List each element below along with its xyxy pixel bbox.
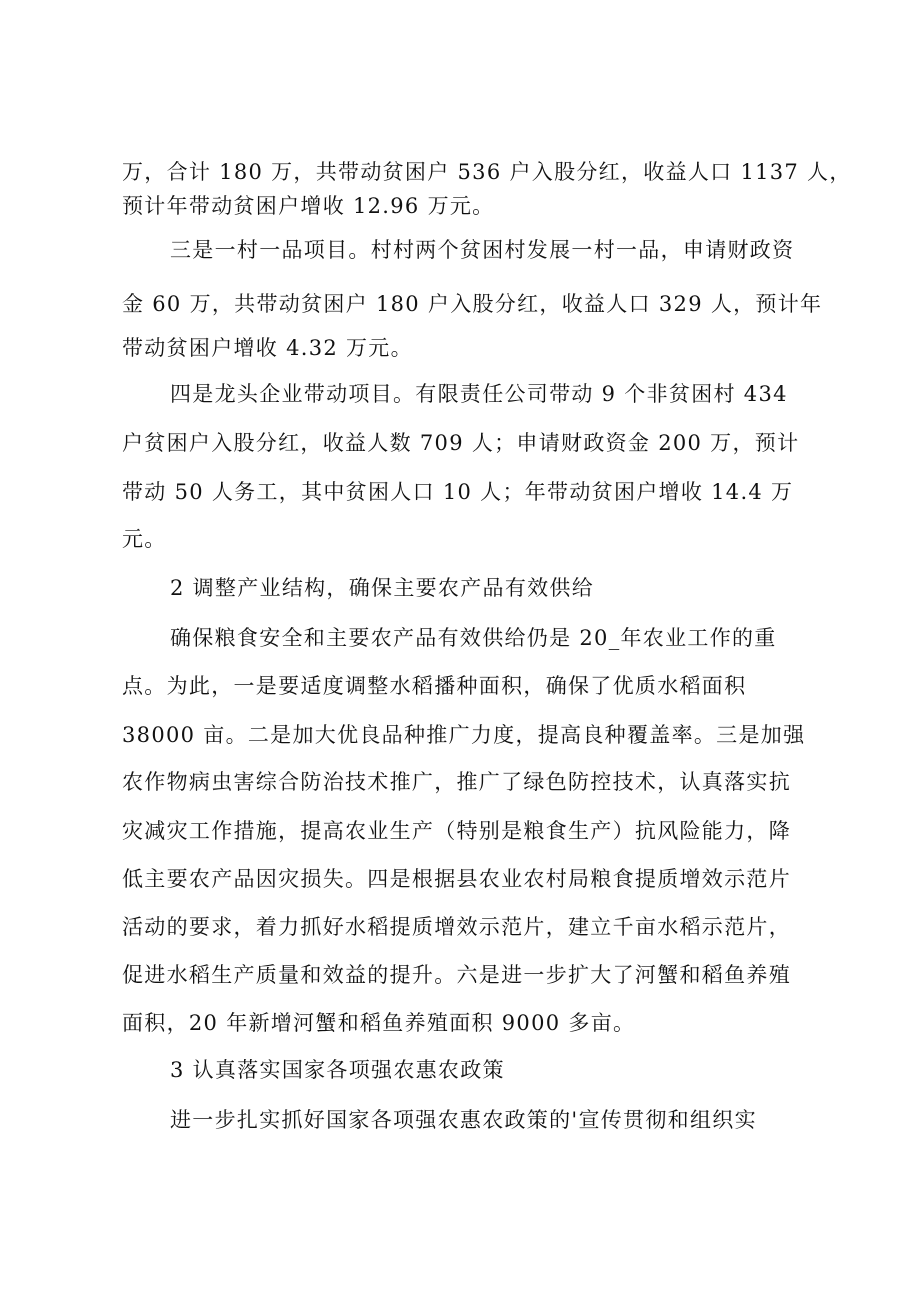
text-line: 金 60 万，共带动贫困户 180 户入股分红，收益人口 329 人，预计年: [122, 292, 823, 316]
text-line: 户贫困户入股分红，收益人数 709 人；申请财政资金 200 万，预计: [122, 431, 800, 455]
text-line: 灾减灾工作措施，提高农业生产（特别是粮食生产）抗风险能力，降: [122, 819, 791, 843]
text-line: 元。: [122, 527, 167, 551]
text-line: 38000 亩。二是加大优良品种推广力度，提高良种覆盖率。三是加强: [122, 723, 806, 747]
text-line: 带动贫困户增收 4.32 万元。: [122, 336, 413, 360]
section-heading: 2 调整产业结构，确保主要农产品有效供给: [170, 576, 595, 600]
paragraph-start-line: 进一步扎实抓好国家各项强农惠农政策的'宣传贯彻和组织实: [170, 1108, 757, 1132]
paragraph-start-line: 确保粮食安全和主要农产品有效供给仍是 20_年农业工作的重: [170, 626, 777, 650]
section-heading: 3 认真落实国家各项强农惠农政策: [170, 1058, 505, 1082]
paragraph-start-line: 三是一村一品项目。村村两个贫困村发展一村一品，申请财政资: [170, 238, 795, 262]
text-line: 低主要农产品因灾损失。四是根据县农业农村局粮食提质增效示范片: [122, 867, 791, 891]
text-line: 点。为此，一是要适度调整水稻播种面积，确保了优质水稻面积: [122, 674, 747, 698]
text-line: 预计年带动贫困户增收 12.96 万元。: [122, 194, 495, 218]
paragraph-start-line: 四是龙头企业带动项目。有限责任公司带动 9 个非贫困村 434: [170, 382, 788, 406]
text-line: 万，合计 180 万，共带动贫困户 536 户入股分红，收益人口 1137 人，: [122, 160, 852, 184]
text-line: 面积，20 年新增河蟹和稻鱼养殖面积 9000 多亩。: [122, 1011, 636, 1035]
text-line: 农作物病虫害综合防治技术推广，推广了绿色防控技术，认真落实抗: [122, 770, 791, 794]
text-line: 活动的要求，着力抓好水稻提质增效示范片，建立千亩水稻示范片，: [122, 915, 791, 939]
text-line: 带动 50 人务工，其中贫困人口 10 人；年带动贫困户增收 14.4 万: [122, 480, 794, 504]
text-line: 促进水稻生产质量和效益的提升。六是进一步扩大了河蟹和稻鱼养殖: [122, 963, 791, 987]
